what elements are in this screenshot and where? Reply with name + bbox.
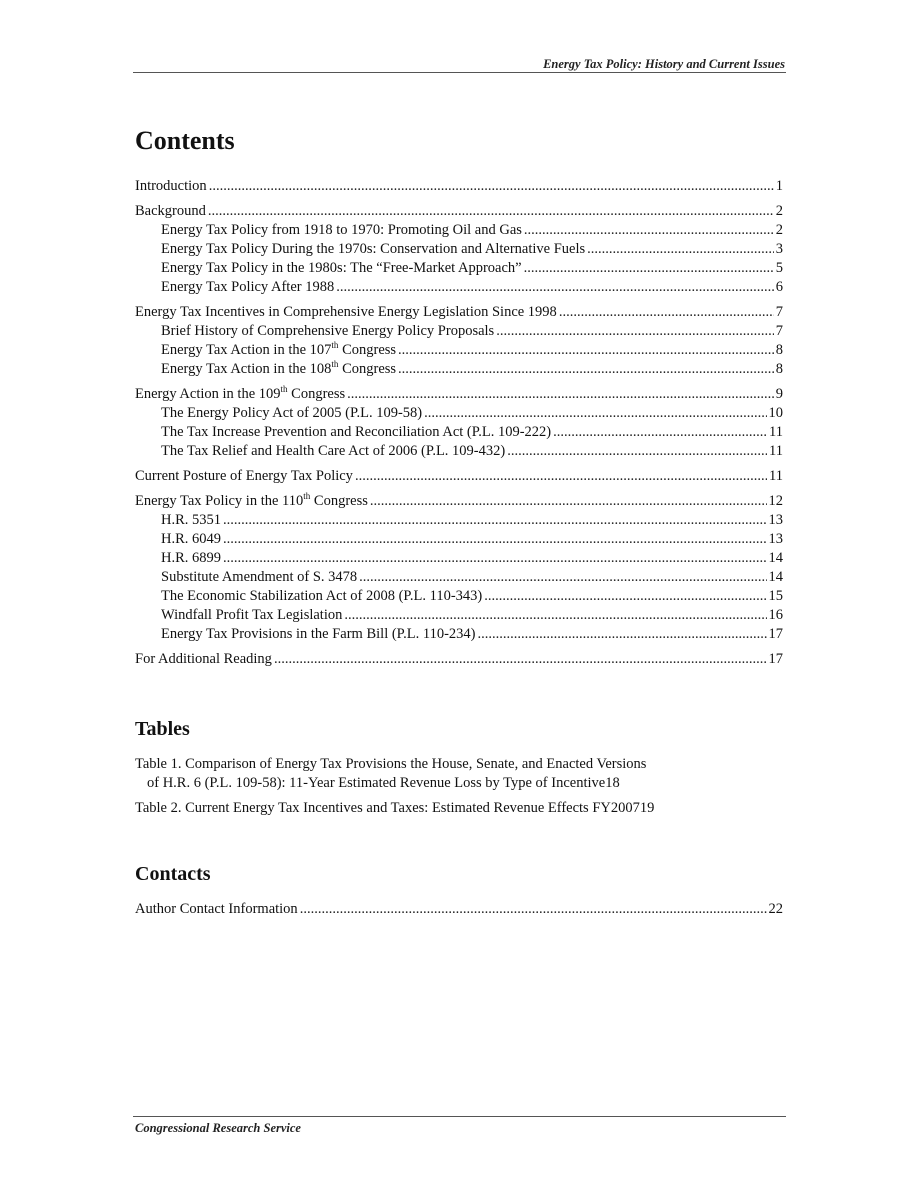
toc-subsection-entry[interactable] — [135, 360, 783, 379]
toc-subsection-entry[interactable] — [135, 240, 783, 259]
dot-leader — [424, 404, 766, 423]
toc-page-number: 8 — [775, 342, 783, 358]
dot-leader — [336, 278, 774, 297]
toc-table-1-title-line2: of H.R. 6 (P.L. 109-58): 11-Year Estimated Revenue Loss by Type of Incentive — [147, 775, 606, 791]
toc-page-number: 11 — [769, 468, 783, 484]
toc-entry-title: Energy Tax Policy from 1918 to 1970: Promoting Oil and Gas — [161, 222, 522, 238]
dot-leader — [274, 650, 767, 669]
toc-section-entry[interactable] — [135, 385, 783, 404]
toc-entry-title-prefix: Energy Tax Action in the 108 — [161, 361, 332, 377]
toc-page-number: 13 — [768, 531, 783, 547]
toc-entry-title-prefix: Energy Tax Action in the 107 — [161, 342, 332, 358]
tables-heading: Tables — [135, 718, 190, 740]
dot-leader — [208, 202, 774, 221]
dot-leader — [587, 240, 774, 259]
toc-table-2[interactable] — [135, 799, 783, 818]
dot-leader — [359, 568, 766, 587]
toc-entry-title: The Tax Relief and Health Care Act of 2006 (P.L. 109-432) — [161, 443, 506, 459]
contacts-list — [135, 900, 783, 919]
toc-subsection-entry[interactable] — [135, 341, 783, 360]
toc-page-number: 13 — [768, 512, 783, 528]
toc-entry-title: Energy Tax Incentives in Comprehensive Energy Legislation Since 1998 — [135, 304, 557, 320]
toc-entry-author-contact[interactable] — [135, 900, 783, 919]
toc-entry-title: Energy Tax Policy After 1988 — [161, 279, 335, 295]
toc-page-number: 19 — [639, 800, 655, 816]
toc-page-number: 11 — [769, 424, 783, 440]
toc-table-1[interactable] — [135, 755, 783, 793]
toc-table-1-title-line1: Table 1. Comparison of Energy Tax Provisions the House, Senate, and Enacted Versions — [135, 756, 647, 772]
toc-entry-title: Current Posture of Energy Tax Policy — [135, 468, 353, 484]
dot-leader — [484, 587, 766, 606]
toc-subsection-entry[interactable] — [135, 278, 783, 297]
toc-entry-title: Substitute Amendment of S. 3478 — [161, 569, 358, 585]
dot-leader — [398, 341, 774, 360]
footer-publisher: Congressional Research Service — [135, 1121, 301, 1135]
ordinal-superscript: th — [331, 340, 339, 350]
toc-entry-title-prefix: Energy Action in the 109 — [135, 386, 281, 402]
toc-section-entry[interactable] — [135, 177, 783, 196]
contents-heading: Contents — [135, 126, 235, 155]
toc-subsection-entry[interactable] — [135, 259, 783, 278]
toc-subsection-entry[interactable] — [135, 221, 783, 240]
toc-section-entry[interactable] — [135, 492, 783, 511]
toc-entry-title-suffix: Congress — [338, 342, 397, 358]
contents-list — [135, 177, 783, 669]
toc-subsection-entry[interactable] — [135, 625, 783, 644]
dot-leader — [398, 360, 774, 379]
toc-entry-title: H.R. 5351 — [161, 512, 222, 528]
toc-page-number: 5 — [775, 260, 783, 276]
toc-entry-title — [161, 341, 396, 360]
toc-subsection-entry[interactable] — [135, 511, 783, 530]
toc-entry-title: Energy Tax Policy During the 1970s: Conservation and Alternative Fuels — [161, 241, 586, 257]
toc-subsection-entry[interactable] — [135, 549, 783, 568]
toc-entry-title: The Tax Increase Prevention and Reconciliation Act (P.L. 109-222) — [161, 424, 552, 440]
toc-page-number: 16 — [768, 607, 783, 623]
toc-entry-title-suffix: Congress — [310, 493, 368, 509]
toc-section-entry[interactable] — [135, 202, 783, 221]
toc-page-number: 14 — [768, 550, 783, 566]
dot-leader — [559, 303, 774, 322]
toc-page-number: 17 — [768, 626, 783, 642]
toc-entry-title: The Economic Stabilization Act of 2008 (P.L. 110-343) — [161, 588, 483, 604]
dot-leader — [223, 511, 766, 530]
dot-leader — [477, 625, 766, 644]
dot-leader — [344, 606, 766, 625]
toc-entry-title: H.R. 6899 — [161, 550, 222, 566]
toc-subsection-entry[interactable] — [135, 530, 783, 549]
toc-entry-title: Energy Tax Provisions in the Farm Bill (P.L. 110-234) — [161, 626, 476, 642]
toc-entry-title — [161, 360, 396, 379]
dot-leader — [524, 221, 774, 240]
dot-leader — [209, 177, 774, 196]
toc-page-number: 1 — [775, 178, 783, 194]
toc-section-entry[interactable] — [135, 467, 783, 486]
footer-rule — [133, 1116, 786, 1117]
toc-page-number: 12 — [768, 493, 783, 509]
dot-leader — [355, 467, 767, 486]
running-header: Energy Tax Policy: History and Current Issues — [543, 57, 785, 71]
toc-page-number: 9 — [775, 386, 783, 402]
dot-leader — [223, 530, 766, 549]
toc-page-number: 6 — [775, 279, 783, 295]
toc-entry-title — [135, 385, 345, 404]
toc-entry-title: Background — [135, 203, 206, 219]
toc-subsection-entry[interactable] — [135, 322, 783, 341]
toc-section-entry[interactable] — [135, 650, 783, 669]
dot-leader — [524, 259, 774, 278]
toc-page-number: 7 — [775, 323, 783, 339]
toc-page-number: 7 — [775, 304, 783, 320]
toc-entry-title-suffix: Congress — [287, 386, 346, 402]
dot-leader — [370, 492, 767, 511]
dot-leader — [507, 442, 767, 461]
dot-leader — [347, 385, 774, 404]
toc-table-2-title: Table 2. Current Energy Tax Incentives and Taxes: Estimated Revenue Effects FY2007 — [135, 800, 640, 816]
toc-entry-title: H.R. 6049 — [161, 531, 222, 547]
toc-page-number: 3 — [775, 241, 783, 257]
toc-subsection-entry[interactable] — [135, 404, 783, 423]
toc-entry-title: Author Contact Information — [135, 901, 298, 917]
toc-entry-title-prefix: Energy Tax Policy in the 110 — [135, 493, 304, 509]
toc-page-number: 2 — [775, 203, 783, 219]
toc-entry-title-suffix: Congress — [338, 361, 397, 377]
toc-page-number: 18 — [605, 775, 620, 791]
toc-page-number: 17 — [768, 651, 783, 667]
contacts-heading: Contacts — [135, 863, 211, 885]
dot-leader — [223, 549, 766, 568]
toc-page-number: 10 — [768, 405, 783, 421]
ordinal-superscript: th — [331, 359, 339, 369]
toc-entry-title — [135, 492, 368, 511]
toc-page-number: 15 — [768, 588, 783, 604]
dot-leader — [496, 322, 774, 341]
toc-page-number: 14 — [768, 569, 783, 585]
toc-page-number: 22 — [768, 901, 783, 917]
toc-page-number: 8 — [775, 361, 783, 377]
toc-subsection-entry[interactable] — [135, 606, 783, 625]
ordinal-superscript: th — [280, 384, 288, 394]
toc-entry-title: Energy Tax Policy in the 1980s: The “Free-Market Approach” — [161, 260, 522, 276]
toc-subsection-entry[interactable] — [135, 423, 783, 442]
toc-entry-title: Brief History of Comprehensive Energy Policy Proposals — [161, 323, 495, 339]
toc-entry-title: Introduction — [135, 178, 207, 194]
toc-entry-title: Windfall Profit Tax Legislation — [161, 607, 343, 623]
toc-subsection-entry[interactable] — [135, 587, 783, 606]
dot-leader — [553, 423, 767, 442]
toc-page-number: 2 — [775, 222, 783, 238]
tables-list — [135, 755, 783, 818]
toc-entry-title: The Energy Policy Act of 2005 (P.L. 109-58) — [161, 405, 423, 421]
dot-leader — [300, 900, 767, 919]
ordinal-superscript: th — [303, 491, 311, 501]
header-rule — [133, 72, 786, 73]
toc-page-number: 11 — [769, 443, 783, 459]
toc-subsection-entry[interactable] — [135, 442, 783, 461]
toc-section-entry[interactable] — [135, 303, 783, 322]
toc-entry-title: For Additional Reading — [135, 651, 272, 667]
toc-subsection-entry[interactable] — [135, 568, 783, 587]
